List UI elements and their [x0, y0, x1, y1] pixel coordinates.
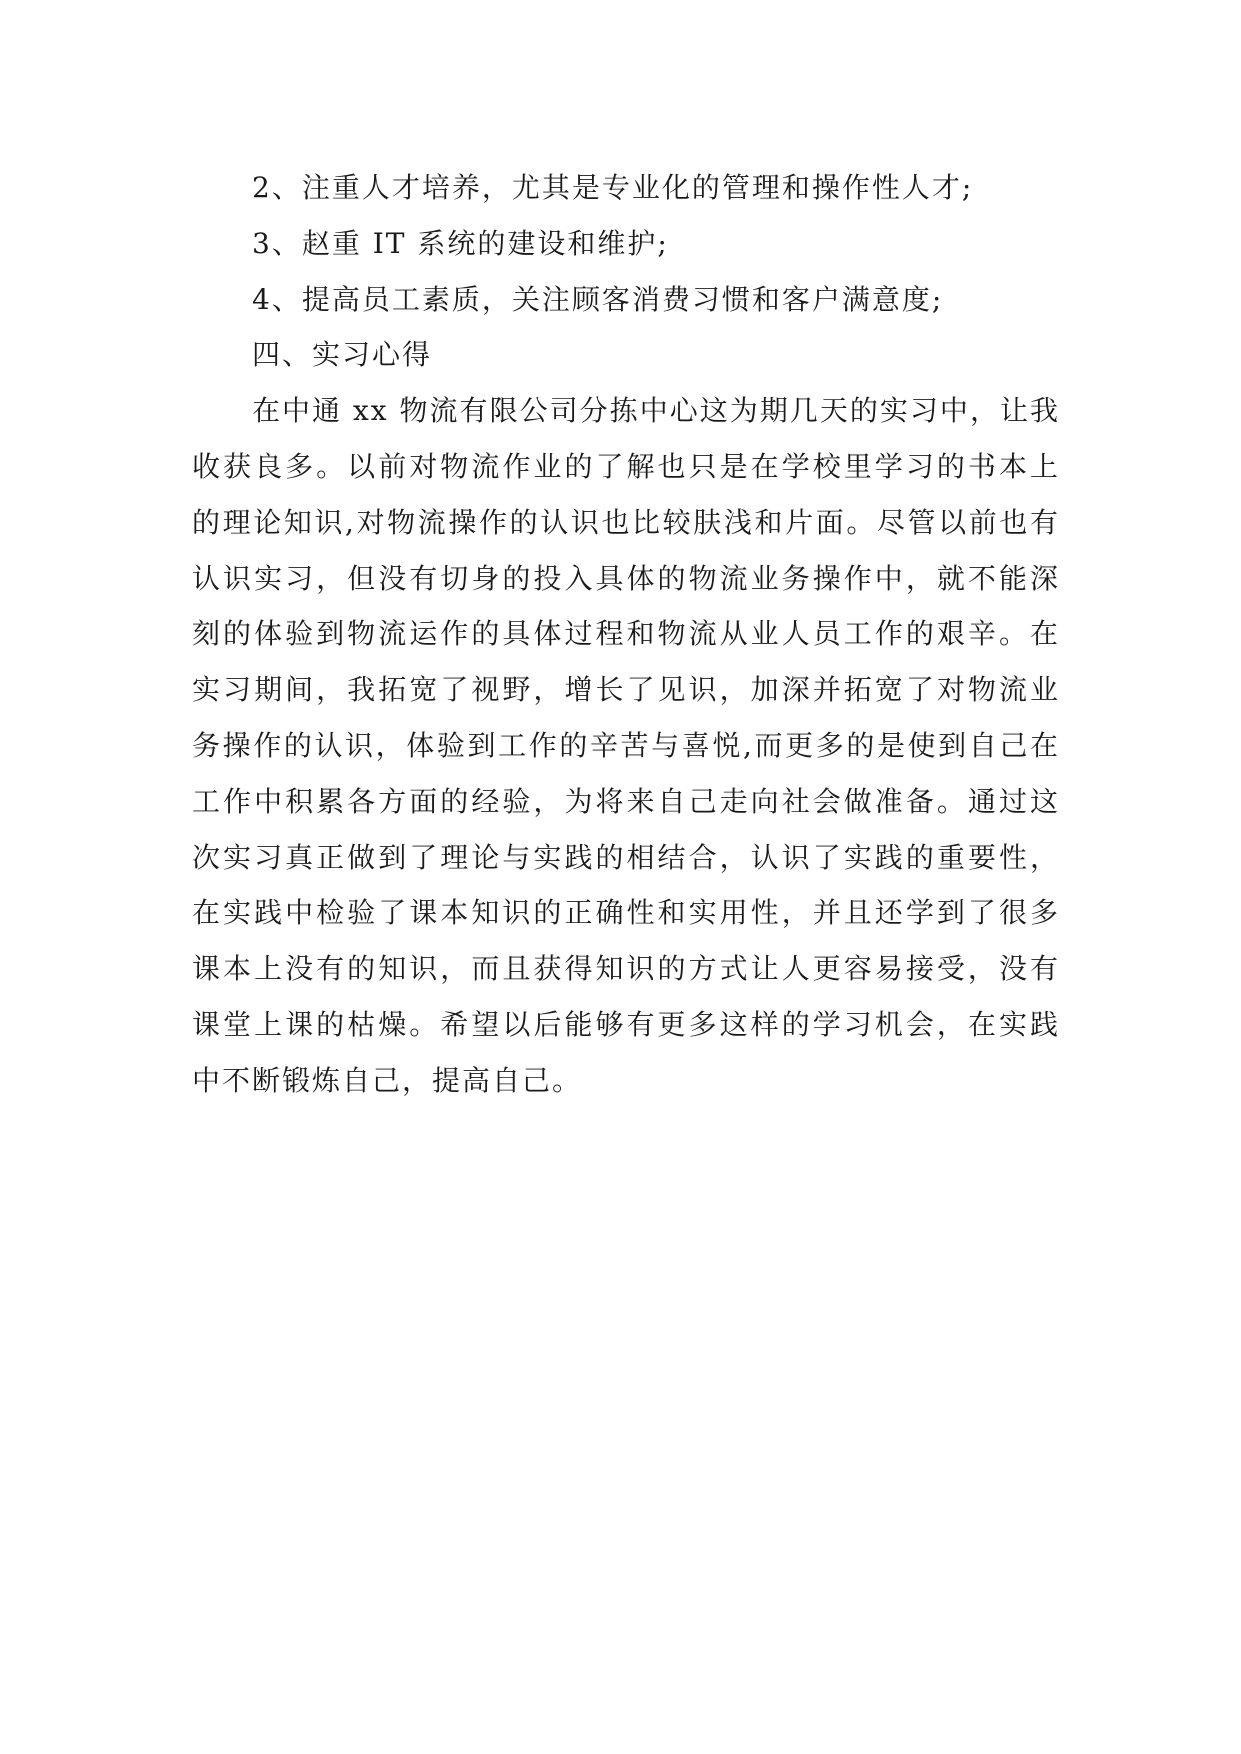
list-item: 2、注重人才培养，尤其是专业化的管理和操作性人才; — [252, 171, 974, 204]
section-heading: 四、实习心得 — [252, 338, 433, 372]
document-body — [192, 160, 1060, 1109]
list-item: 3、赵重 IT 系统的建设和维护; — [252, 226, 669, 260]
list-item: 4、提高员工素质，关注顾客消费习惯和客户满意度; — [252, 282, 944, 316]
body-paragraph: 在中通 xx 物流有限公司分拣中心这为期几天的实习中，让我收获良多。以前对物流作业的了解也只是在学校里学习的书本上的理论知识,对物流操作的认识也比较肤浅和片面。尽管以前也有认识实习，但没有切身的投入具体的物流业务操作中，就不能深刻的体验到物流运作的具体过程和物流从业人员工作的艰辛。在实习期间，我拓宽了视野，增长了见识，加深并拓宽了对物流业务操作的认识，体验到工作的辛苦与喜悦,而更多的是使到自己在工作中积累各方面的经验，为将来自己走向社会做准备。通过这次实习真正做到了理论与实践的相结合，认识了实践的重要性，在实践中检验了课本知识的正确性和实用性，并且还学到了很多课本上没有的知识，而且获得知识的方式让人更容易接受，没有课堂上课的枯燥。希望以后能够有更多这样的学习机会，在实践中不断锻炼自己，提高自己。 — [192, 394, 1060, 1097]
